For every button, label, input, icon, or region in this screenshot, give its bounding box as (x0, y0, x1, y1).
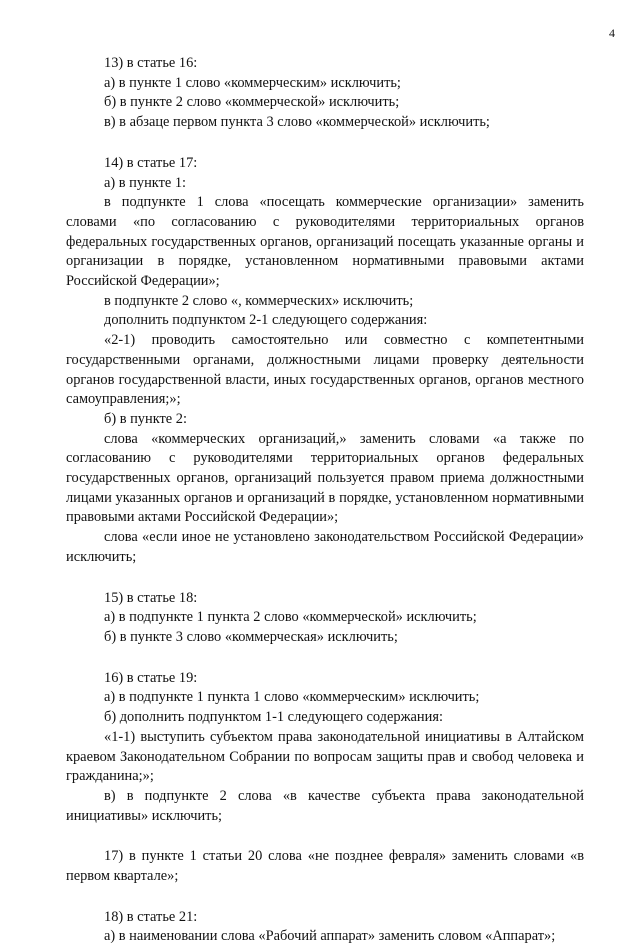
document-paragraph: слова «если иное не установлено законодательством Российской Федерации» исключить; (66, 529, 584, 565)
document-paragraph: слова «коммерческих организаций,» заменить словами «а также по согласованию с руководителями территориальных органов федеральных государственных органов, организаций пользуется правом приема должностными лицами указанных органов и организаций в порядке, установленном нормативными правовыми актами Российской Федерации»; (66, 430, 584, 526)
document-paragraph: в подпункте 2 слово «, коммерческих» исключить; (104, 292, 414, 309)
document-paragraph: «1-1) выступить субъектом права законодательной инициативы в Алтайском краевом Законодательном Собрании по вопросам защиты прав и свобод человека и гражданина;»; (66, 728, 584, 785)
document-paragraph: дополнить подпунктом 2-1 следующего содержания: (104, 312, 428, 329)
document-paragraph: в) в подпункте 2 слова «в качестве субъекта права законодательной инициативы» исключить; (66, 787, 584, 824)
paragraph-spacer (66, 826, 584, 847)
document-paragraph: а) в пункте 1: (104, 174, 187, 191)
document-paragraph: 18) в статье 21: (104, 908, 198, 925)
paragraph-spacer (66, 133, 584, 154)
document-body (66, 54, 584, 947)
paragraph-spacer (66, 568, 584, 589)
document-paragraph: «2-1) проводить самостоятельно или совместно с компетентными государственными органами, должностными лицами проверку деятельности органов государственной власти, иных государственных органов, органов местного самоуправления;»; (66, 332, 584, 408)
document-paragraph: 13) в статье 16: (104, 55, 198, 71)
document-paragraph: в подпункте 1 слова «посещать коммерческие организации» заменить словами «по согласованию с руководителями территориальных органов федеральных государственных органов, организаций посещать указанные органы и организации в порядке, установленном нормативными правовыми актами Российской Федерации»; (66, 194, 584, 290)
document-paragraph: 16) в статье 19: (104, 669, 198, 686)
document-paragraph: б) дополнить подпунктом 1-1 следующего содержания: (104, 709, 443, 726)
page-number: 4 (609, 26, 615, 40)
document-paragraph: в) в абзаце первом пункта 3 слово «коммерческой» исключить; (104, 114, 490, 131)
document-paragraph: 15) в статье 18: (104, 589, 198, 606)
document-paragraph: 17) в пункте 1 статьи 20 слова «не позднее февраля» заменить словами «в первом квартале»; (66, 848, 584, 885)
document-paragraph: б) в пункте 2: (104, 410, 187, 427)
document-paragraph: б) в пункте 2 слово «коммерческой» исключить; (104, 94, 400, 111)
document-paragraph: б) в пункте 3 слово «коммерческая» исключить; (104, 628, 398, 645)
document-paragraph: а) в пункте 1 слово «коммерческим» исключить; (104, 74, 401, 91)
document-paragraph: а) в подпункте 1 пункта 1 слово «коммерческим» исключить; (104, 689, 480, 706)
document-paragraph: а) в наименовании слова «Рабочий аппарат» заменить словом «Аппарат»; (104, 928, 556, 945)
paragraph-spacer (66, 648, 584, 669)
document-paragraph: а) в подпункте 1 пункта 2 слово «коммерческой» исключить; (104, 609, 477, 626)
document-paragraph: 14) в статье 17: (104, 154, 198, 171)
